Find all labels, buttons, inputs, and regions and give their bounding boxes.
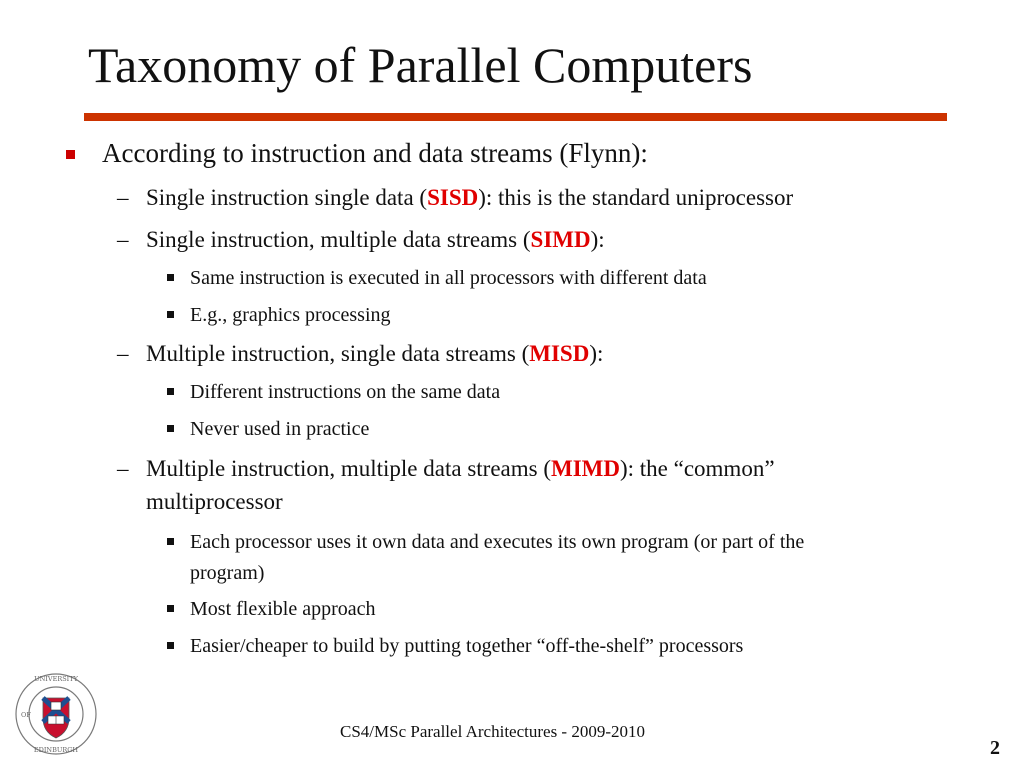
university-crest-icon	[14, 672, 98, 756]
dash-icon: –	[117, 341, 129, 366]
svg-text:EDINBURGH: EDINBURGH	[33, 746, 79, 754]
item-text: Multiple instruction, multiple data streams (	[146, 456, 551, 481]
square-bullet-icon	[167, 388, 174, 395]
square-bullet-icon	[66, 150, 75, 159]
item-text: Single instruction, multiple data streams (	[146, 227, 531, 252]
item-text: ):	[590, 227, 605, 252]
footer-course: CS4/MSc Parallel Architectures - 2009-2010	[340, 722, 646, 741]
sub-item: Different instructions on the same data	[190, 381, 501, 403]
square-bullet-icon	[167, 311, 174, 318]
sub-item: Easier/cheaper to build by putting together “off-the-shelf” processors	[190, 635, 744, 657]
term-simd: SIMD	[530, 227, 591, 252]
dash-icon: –	[117, 456, 129, 481]
square-bullet-icon	[167, 605, 174, 612]
sub-item: Each processor uses it own data and executes its own program (or part of the	[190, 531, 805, 553]
slide-title: Taxonomy of Parallel Computers	[88, 37, 753, 93]
item-simd	[146, 226, 605, 254]
square-bullet-icon	[167, 425, 174, 432]
svg-text:OF: OF	[21, 711, 31, 719]
page-number: 2	[990, 737, 1000, 759]
sub-item-continued: program)	[190, 562, 265, 584]
item-mimd	[146, 455, 775, 483]
svg-text:UNIVERSITY: UNIVERSITY	[34, 675, 78, 683]
dash-icon: –	[117, 227, 129, 252]
sub-item: Most flexible approach	[190, 598, 376, 620]
square-bullet-icon	[167, 642, 174, 649]
sub-item: Never used in practice	[190, 418, 370, 440]
item-text: ): the “common”	[619, 456, 775, 481]
square-bullet-icon	[167, 274, 174, 281]
dash-icon: –	[117, 185, 129, 210]
item-misd	[146, 340, 603, 368]
item-sisd	[146, 184, 793, 212]
item-text: ): this is the standard uniprocessor	[478, 185, 794, 210]
term-mimd: MIMD	[550, 456, 620, 481]
bullet-flynn: According to instruction and data streams (Flynn):	[102, 138, 648, 168]
sub-item: E.g., graphics processing	[190, 304, 391, 326]
item-mimd-continued: multiprocessor	[146, 489, 283, 514]
term-misd: MISD	[529, 341, 590, 366]
square-bullet-icon	[167, 538, 174, 545]
term-sisd: SISD	[427, 185, 479, 210]
sub-item: Same instruction is executed in all processors with different data	[190, 267, 707, 289]
item-text: Single instruction single data (	[146, 185, 428, 210]
item-text: Multiple instruction, single data streams (	[146, 341, 530, 366]
item-text: ):	[589, 341, 604, 366]
